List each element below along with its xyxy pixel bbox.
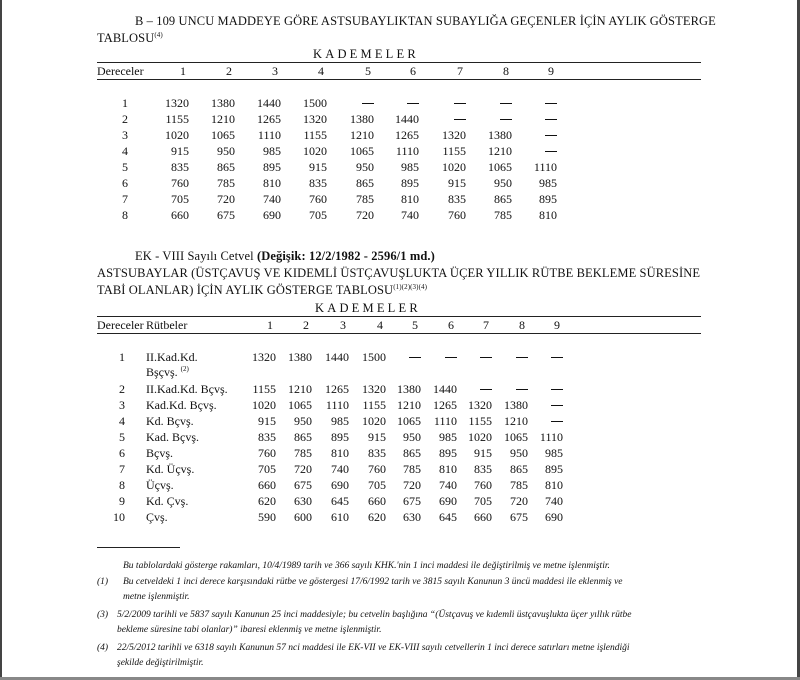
value-cell <box>516 350 528 365</box>
value-cell: 785 <box>356 192 374 206</box>
value-cell: 675 <box>403 494 421 508</box>
derece-4: 4 <box>122 144 128 158</box>
value-cell: 1155 <box>362 398 386 412</box>
table2-top-rule <box>97 316 701 317</box>
value-cell: 915 <box>171 144 189 158</box>
value-cell: 705 <box>171 192 189 206</box>
t1-kademe-2: 2 <box>226 64 232 78</box>
t1-kademe-9: 9 <box>548 64 554 78</box>
value-cell: 785 <box>403 462 421 476</box>
value-cell: 720 <box>356 208 374 222</box>
derece-7: 7 <box>122 192 128 206</box>
empty-dash <box>407 103 419 104</box>
footnote-3-line1: 5/2/2009 tarihli ve 5837 sayılı Kanunun 25 inci maddesiyle; bu cetvelin başlığına “(Üstçavuş ve kıdemli üstçavuşlukta üçer yıllık rütbe <box>117 610 632 620</box>
value-cell: 690 <box>331 478 349 492</box>
value-cell: 865 <box>356 176 374 190</box>
table1-top-rule <box>97 62 701 63</box>
value-cell: 610 <box>331 510 349 524</box>
value-cell: 760 <box>448 208 466 222</box>
value-cell: 645 <box>331 494 349 508</box>
value-cell: 720 <box>403 478 421 492</box>
value-cell: 1155 <box>165 112 189 126</box>
footnote-4-line1: 22/5/2012 tarihli ve 6318 sayılı Kanunun 57 nci maddesi ile EK-VII ve EK-VIII sayılı cetvellerin 1 inci derece satırları metne işlendiği <box>117 643 630 653</box>
page-border-left <box>0 0 2 680</box>
value-cell: 705 <box>258 462 276 476</box>
value-cell: 760 <box>258 446 276 460</box>
value-cell: 915 <box>448 176 466 190</box>
value-cell: 1320 <box>165 96 189 110</box>
value-cell: 985 <box>545 446 563 460</box>
value-cell <box>551 398 563 413</box>
footnote-4-line2: şekilde değiştirilmiştir. <box>117 658 204 668</box>
table1-kademeler-heading: KADEMELER <box>313 47 419 61</box>
value-cell <box>516 382 528 397</box>
empty-dash <box>480 389 492 390</box>
value-cell: 705 <box>368 478 386 492</box>
footnote-3-marker: (3) <box>97 610 109 620</box>
t2-kademe-4: 4 <box>377 318 383 332</box>
value-cell: 1440 <box>395 112 419 126</box>
value-cell: 1500 <box>303 96 327 110</box>
empty-dash <box>545 151 557 152</box>
empty-dash <box>500 103 512 104</box>
value-cell: 1380 <box>397 382 421 396</box>
value-cell <box>480 382 492 397</box>
derece-8: 8 <box>119 478 125 492</box>
value-cell: 865 <box>494 192 512 206</box>
empty-dash <box>409 357 421 358</box>
value-cell: 740 <box>401 208 419 222</box>
rutbe-4: Kd. Bçvş. <box>146 414 194 428</box>
value-cell: 740 <box>263 192 281 206</box>
value-cell: 985 <box>401 160 419 174</box>
value-cell: 690 <box>439 494 457 508</box>
value-cell: 675 <box>510 510 528 524</box>
value-cell: 1110 <box>325 398 349 412</box>
empty-dash <box>516 357 528 358</box>
value-cell: 1155 <box>303 128 327 142</box>
empty-dash <box>454 119 466 120</box>
value-cell: 1210 <box>350 128 374 142</box>
value-cell: 675 <box>217 208 235 222</box>
value-cell <box>551 382 563 397</box>
value-cell: 785 <box>510 478 528 492</box>
value-cell: 1065 <box>504 430 528 444</box>
value-cell: 675 <box>294 478 312 492</box>
value-cell: 600 <box>294 510 312 524</box>
value-cell: 620 <box>258 494 276 508</box>
value-cell: 865 <box>217 160 235 174</box>
empty-dash <box>551 421 563 422</box>
value-cell: 645 <box>439 510 457 524</box>
value-cell: 660 <box>368 494 386 508</box>
value-cell: 835 <box>258 430 276 444</box>
value-cell <box>545 128 557 143</box>
empty-dash <box>545 119 557 120</box>
value-cell: 985 <box>539 176 557 190</box>
value-cell <box>545 144 557 159</box>
value-cell: 1320 <box>303 112 327 126</box>
table2-title-line1: ASTSUBAYLAR (ÜSTÇAVUŞ VE KIDEMLİ ÜSTÇAVUŞLUKTA ÜÇER YILLIK RÜTBE BEKLEME SÜRESİNE <box>97 266 701 280</box>
value-cell: 1320 <box>442 128 466 142</box>
value-cell: 760 <box>171 176 189 190</box>
value-cell: 1210 <box>488 144 512 158</box>
value-cell: 865 <box>403 446 421 460</box>
table2-col-header-dereceler: Dereceler <box>97 318 144 332</box>
value-cell: 760 <box>309 192 327 206</box>
value-cell: 1440 <box>325 350 349 364</box>
value-cell: 1155 <box>442 144 466 158</box>
value-cell: 740 <box>331 462 349 476</box>
value-cell: 1155 <box>468 414 492 428</box>
derece-2: 2 <box>122 112 128 126</box>
value-cell: 1440 <box>257 96 281 110</box>
value-cell: 740 <box>545 494 563 508</box>
rutbe-10: Çvş. <box>146 510 168 524</box>
footnote-4-marker: (4) <box>97 643 109 653</box>
value-cell: 895 <box>539 192 557 206</box>
value-cell: 1265 <box>433 398 457 412</box>
rutbe-5: Kad. Bçvş. <box>146 430 199 444</box>
value-cell: 1210 <box>211 112 235 126</box>
value-cell <box>500 96 512 111</box>
derece-7: 7 <box>119 462 125 476</box>
table1-header-rule <box>97 79 701 80</box>
value-cell: 810 <box>331 446 349 460</box>
empty-dash <box>500 119 512 120</box>
value-cell: 1110 <box>433 414 457 428</box>
value-cell: 1065 <box>211 128 235 142</box>
t2-kademe-6: 6 <box>448 318 454 332</box>
t1-kademe-1: 1 <box>180 64 186 78</box>
empty-dash <box>551 357 563 358</box>
value-cell: 895 <box>401 176 419 190</box>
derece-5: 5 <box>122 160 128 174</box>
value-cell <box>545 96 557 111</box>
value-cell: 785 <box>217 176 235 190</box>
value-cell: 950 <box>494 176 512 190</box>
table2-header-rule <box>97 333 701 334</box>
value-cell: 1065 <box>488 160 512 174</box>
value-cell: 895 <box>439 446 457 460</box>
value-cell: 1020 <box>252 398 276 412</box>
value-cell: 1020 <box>303 144 327 158</box>
value-cell: 915 <box>258 414 276 428</box>
value-cell: 865 <box>510 462 528 476</box>
value-cell: 630 <box>403 510 421 524</box>
value-cell <box>480 350 492 365</box>
value-cell <box>545 112 557 127</box>
value-cell <box>445 350 457 365</box>
t1-kademe-4: 4 <box>318 64 324 78</box>
value-cell <box>409 350 421 365</box>
value-cell: 915 <box>474 446 492 460</box>
rutbe-8: Üçvş. <box>146 478 174 492</box>
t2-kademe-8: 8 <box>519 318 525 332</box>
value-cell: 1210 <box>504 414 528 428</box>
value-cell: 1320 <box>252 350 276 364</box>
value-cell: 720 <box>510 494 528 508</box>
value-cell: 1380 <box>488 128 512 142</box>
value-cell: 810 <box>401 192 419 206</box>
value-cell: 915 <box>309 160 327 174</box>
empty-dash <box>545 103 557 104</box>
value-cell: 1380 <box>288 350 312 364</box>
value-cell: 950 <box>217 144 235 158</box>
value-cell: 1265 <box>257 112 281 126</box>
value-cell: 660 <box>171 208 189 222</box>
t1-kademe-8: 8 <box>503 64 509 78</box>
value-cell: 1065 <box>397 414 421 428</box>
value-cell: 1265 <box>395 128 419 142</box>
derece-6: 6 <box>119 446 125 460</box>
table1-col-header-dereceler: Dereceler <box>97 64 144 78</box>
derece-6: 6 <box>122 176 128 190</box>
empty-dash <box>516 389 528 390</box>
table2-row1-rutbe-line2: Bşçvş. $^{(2)}$ <box>146 365 189 379</box>
derece-9: 9 <box>119 494 125 508</box>
value-cell: 785 <box>294 446 312 460</box>
value-cell: 1110 <box>395 144 419 158</box>
derece-5: 5 <box>119 430 125 444</box>
value-cell: 620 <box>368 510 386 524</box>
footnote-3-line2: bekleme süresine tabi olanlar)” ibaresi eklenmiş ve metne işlenmiştir. <box>117 625 382 635</box>
value-cell: 895 <box>545 462 563 476</box>
value-cell: 1020 <box>468 430 492 444</box>
value-cell: 1020 <box>362 414 386 428</box>
value-cell <box>551 350 563 365</box>
value-cell: 950 <box>294 414 312 428</box>
t1-kademe-6: 6 <box>410 64 416 78</box>
value-cell: 1110 <box>257 128 281 142</box>
value-cell: 865 <box>294 430 312 444</box>
value-cell: 985 <box>439 430 457 444</box>
value-cell: 785 <box>494 208 512 222</box>
t2-kademe-5: 5 <box>412 318 418 332</box>
value-cell: 1110 <box>539 430 563 444</box>
derece-1: 1 <box>122 96 128 110</box>
empty-dash <box>551 405 563 406</box>
value-cell: 1065 <box>288 398 312 412</box>
empty-dash <box>480 357 492 358</box>
t2-kademe-2: 2 <box>303 318 309 332</box>
value-cell: 760 <box>368 462 386 476</box>
table1-title-line1: B – 109 UNCU MADDEYE GÖRE ASTSUBAYLIKTAN SUBAYLIĞA GEÇENLER İÇİN AYLIK GÖSTERGE <box>135 14 716 28</box>
value-cell: 950 <box>510 446 528 460</box>
value-cell: 590 <box>258 510 276 524</box>
table2-col-header-rutbeler: Rütbeler <box>146 318 188 332</box>
t1-kademe-3: 3 <box>272 64 278 78</box>
empty-dash <box>545 135 557 136</box>
value-cell: 1110 <box>533 160 557 174</box>
rutbe-2: II.Kad.Kd. Bçvş. <box>146 382 228 396</box>
value-cell: 690 <box>545 510 563 524</box>
value-cell: 720 <box>217 192 235 206</box>
empty-dash <box>454 103 466 104</box>
value-cell <box>407 96 419 111</box>
value-cell <box>454 112 466 127</box>
value-cell: 915 <box>368 430 386 444</box>
table1-title-line2: TABLOSU$^{(4)}$ <box>97 31 163 46</box>
value-cell: 1380 <box>350 112 374 126</box>
value-cell: 705 <box>474 494 492 508</box>
value-cell: 690 <box>263 208 281 222</box>
rutbe-3: Kad.Kd. Bçvş. <box>146 398 217 412</box>
value-cell: 985 <box>263 144 281 158</box>
t1-kademe-7: 7 <box>457 64 463 78</box>
value-cell <box>454 96 466 111</box>
derece-8: 8 <box>122 208 128 222</box>
rutbe-7: Kd. Üçvş. <box>146 462 195 476</box>
value-cell: 705 <box>309 208 327 222</box>
t1-kademe-5: 5 <box>365 64 371 78</box>
value-cell: 810 <box>539 208 557 222</box>
value-cell: 835 <box>368 446 386 460</box>
derece-4: 4 <box>119 414 125 428</box>
value-cell: 835 <box>448 192 466 206</box>
value-cell: 810 <box>263 176 281 190</box>
rutbe-6: Bçvş. <box>146 446 173 460</box>
derece-2: 2 <box>119 382 125 396</box>
derece-10: 10 <box>113 510 125 524</box>
value-cell: 720 <box>294 462 312 476</box>
value-cell: 660 <box>474 510 492 524</box>
derece-3: 3 <box>119 398 125 412</box>
rutbe-9: Kd. Çvş. <box>146 494 189 508</box>
empty-dash <box>445 357 457 358</box>
table2-kademeler-heading: KADEMELER <box>315 301 421 315</box>
derece-1: 1 <box>119 350 125 364</box>
value-cell: 630 <box>294 494 312 508</box>
value-cell: 1210 <box>397 398 421 412</box>
footnote-1-line1: Bu cetveldeki 1 inci derece karşısındaki rütbe ve göstergesi 17/6/1992 tarih ve 3815 sayılı Kanunun 3 üncü maddesi ile eklenmiş ve <box>123 577 623 587</box>
value-cell: 1380 <box>504 398 528 412</box>
value-cell: 1320 <box>468 398 492 412</box>
empty-dash <box>551 389 563 390</box>
t2-kademe-7: 7 <box>483 318 489 332</box>
value-cell: 1155 <box>252 382 276 396</box>
value-cell: 895 <box>263 160 281 174</box>
value-cell: 810 <box>439 462 457 476</box>
footnote-separator <box>97 547 180 548</box>
value-cell: 1380 <box>211 96 235 110</box>
value-cell: 760 <box>474 478 492 492</box>
t2-kademe-3: 3 <box>340 318 346 332</box>
footnote-1-line2: metne işlenmiştir. <box>123 592 190 602</box>
value-cell: 835 <box>171 160 189 174</box>
value-cell: 985 <box>331 414 349 428</box>
derece-3: 3 <box>122 128 128 142</box>
footnote-1-marker: (1) <box>97 577 109 587</box>
table2-row1-rutbe-line1: II.Kad.Kd. <box>146 350 198 364</box>
value-cell: 1210 <box>288 382 312 396</box>
empty-dash <box>362 103 374 104</box>
value-cell: 1440 <box>433 382 457 396</box>
footnote-intro: Bu tablolardaki gösterge rakamları, 10/4/1989 tarih ve 366 sayılı KHK.'nin 1 inci maddesi ile değiştirilmiş ve metne işlenmiştir. <box>123 561 610 571</box>
value-cell <box>500 112 512 127</box>
value-cell <box>551 414 563 429</box>
value-cell: 1020 <box>165 128 189 142</box>
value-cell: 895 <box>331 430 349 444</box>
value-cell: 1065 <box>350 144 374 158</box>
value-cell: 660 <box>258 478 276 492</box>
value-cell: 835 <box>474 462 492 476</box>
value-cell: 1500 <box>362 350 386 364</box>
value-cell: 950 <box>356 160 374 174</box>
value-cell: 1265 <box>325 382 349 396</box>
table2-cetvel-label: EK - VIII Sayılı Cetvel (Değişik: 12/2/1982 - 2596/1 md.) <box>135 249 435 263</box>
value-cell: 1320 <box>362 382 386 396</box>
value-cell: 740 <box>439 478 457 492</box>
t2-kademe-1: 1 <box>267 318 273 332</box>
t2-kademe-9: 9 <box>554 318 560 332</box>
value-cell: 1020 <box>442 160 466 174</box>
value-cell: 835 <box>309 176 327 190</box>
value-cell: 950 <box>403 430 421 444</box>
value-cell <box>362 96 374 111</box>
value-cell: 810 <box>545 478 563 492</box>
table2-title-line2: TABİ OLANLAR) İÇİN AYLIK GÖSTERGE $TABLOSU^{(1)(2)(3)(4)}$ <box>97 283 428 298</box>
